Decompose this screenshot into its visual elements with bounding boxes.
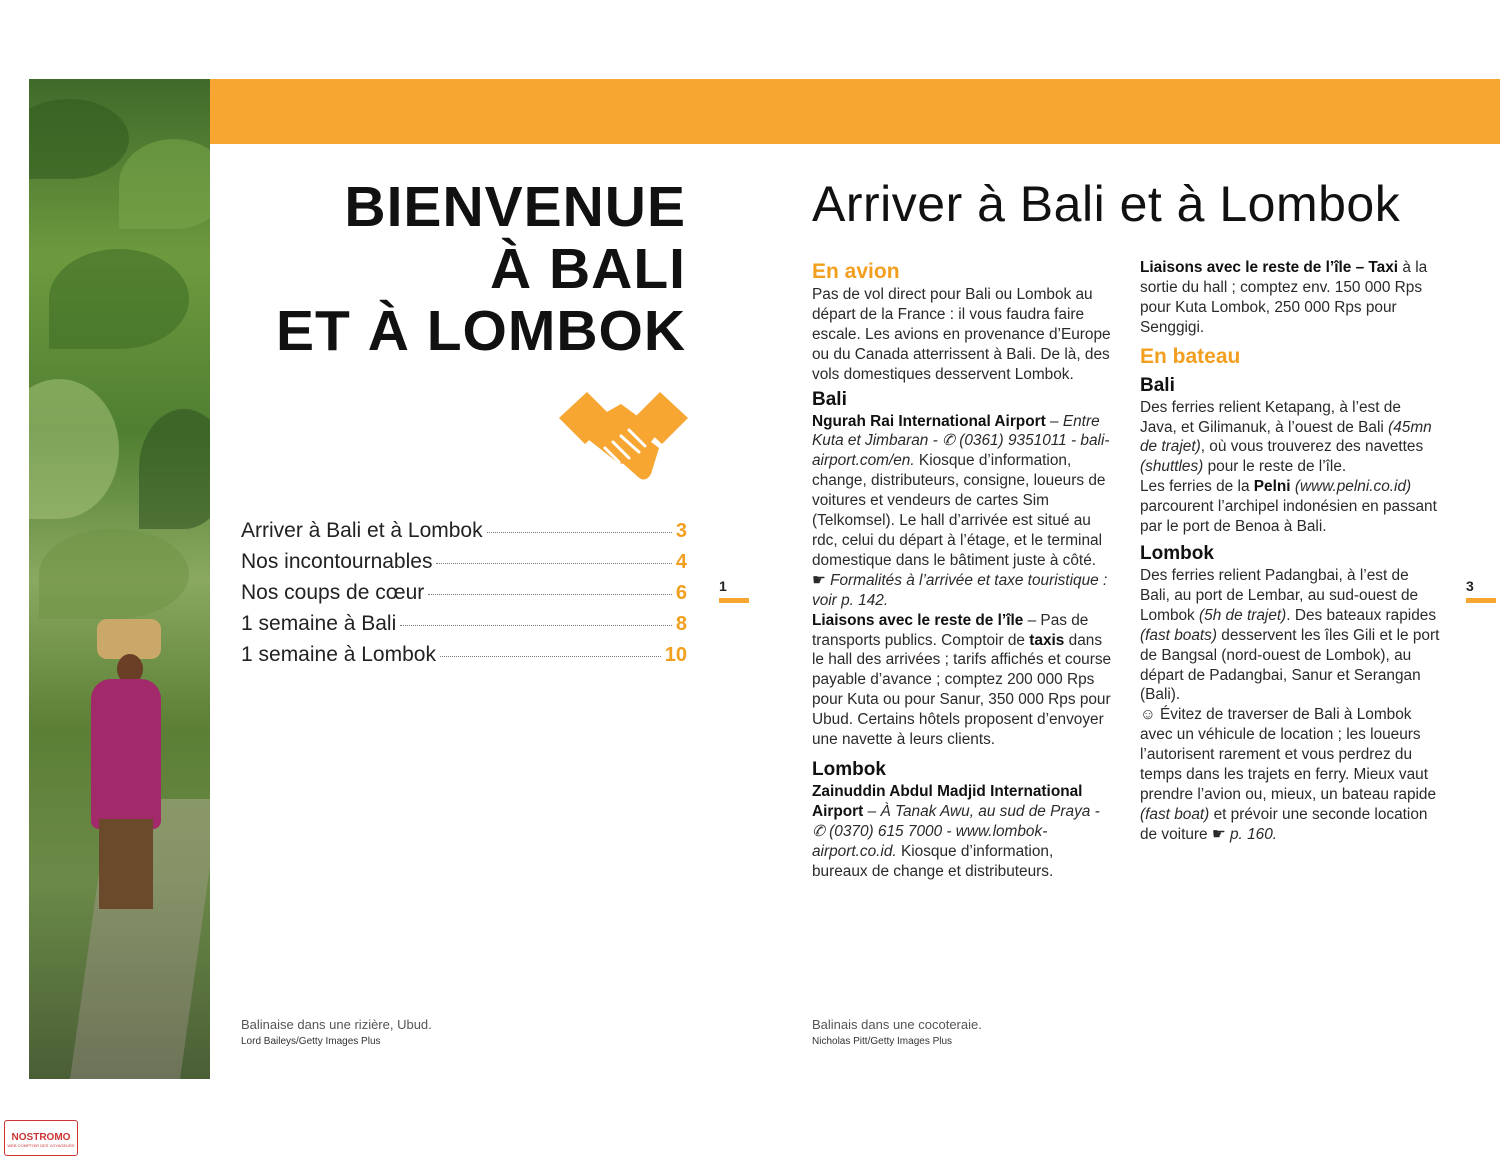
tip-text-2: et prévoir une seconde location de voiture bbox=[1140, 805, 1428, 843]
welcome-title-line-1: BIENVENUE bbox=[344, 175, 686, 239]
col2-liaisons-text: à la sortie du hall ; comptez env. 150 000 Rps pour Kuta Lombok, 250 000 Rps pour Senggigi. bbox=[1140, 259, 1428, 336]
liaisons-taxis: taxis bbox=[1029, 631, 1065, 649]
col2-bali-text-2: , où vous trouverez des navettes bbox=[1200, 438, 1424, 456]
toc-item[interactable] bbox=[241, 550, 687, 581]
left-photo-credit: Lord Baileys/Getty Images Plus bbox=[241, 1036, 381, 1047]
toc-item-label: Nos coups de cœur bbox=[241, 581, 425, 604]
handshake-icon bbox=[559, 392, 688, 491]
pelni-text-1: Les ferries de la bbox=[1140, 478, 1254, 496]
lombok-heading: Lombok bbox=[812, 758, 886, 780]
col2-lombok-paragraph bbox=[1140, 566, 1440, 705]
bali-airport-dash: – bbox=[1045, 412, 1063, 430]
bali-airport-location[interactable]: Entre Kuta et Jimbaran - ✆ (0361) 9351011 - bali-airport.com/en. bbox=[812, 412, 1110, 470]
toc-item-page: 8 bbox=[675, 613, 687, 635]
table-of-contents bbox=[241, 519, 687, 674]
col2-lombok-text-3: desservent les îles Gili et le port de Bangsal (nord-ouest de Lombok), au départ de Padangbai, Sanur et Serangan (Bali). bbox=[1140, 626, 1440, 704]
tip-fast-boat: (fast boat) bbox=[1140, 805, 1210, 823]
cross-reference-icon: ☛ bbox=[812, 571, 826, 589]
right-page-number-bar bbox=[1466, 598, 1496, 603]
toc-item-label: 1 semaine à Lombok bbox=[241, 643, 436, 666]
logo-name: NOSTROMO bbox=[11, 1132, 71, 1143]
col2-liaisons-taxi: – Taxi bbox=[1351, 259, 1399, 276]
toc-item-page: 4 bbox=[675, 551, 687, 573]
toc-item-page: 10 bbox=[664, 644, 687, 666]
bali-heading: Bali bbox=[812, 388, 847, 410]
toc-item-page: 3 bbox=[675, 520, 687, 542]
col2-lombok-heading: Lombok bbox=[1140, 542, 1214, 564]
tip-text-1: Évitez de traverser de Bali à Lombok avec un véhicule de location ; les loueurs l’autorisent rarement et vous perdrez du temps dans les trajets en ferry. Mieux vaut prendre l’avion ou, mieux, un bateau rapide bbox=[1140, 706, 1437, 803]
nostromo-logo bbox=[4, 1120, 78, 1156]
toc-item-label: Arriver à Bali et à Lombok bbox=[241, 519, 483, 542]
col2-lombok-fast-boats: (fast boats) bbox=[1140, 626, 1217, 644]
toc-item[interactable] bbox=[241, 519, 687, 550]
left-page-number: 1 bbox=[719, 578, 727, 594]
left-page-number-bar bbox=[719, 598, 749, 603]
logo-tagline: WEB COMPTOIR DES VOYAGEURS bbox=[7, 1143, 75, 1148]
right-caption: Balinais dans une cocoteraie. bbox=[812, 1017, 982, 1032]
toc-item[interactable] bbox=[241, 581, 687, 612]
lombok-airport-name: Zainuddin Abdul Madjid International Airport bbox=[812, 782, 1083, 820]
bali-airport-paragraph bbox=[812, 412, 1112, 571]
col2-liaisons-paragraph bbox=[1140, 258, 1440, 338]
liaisons-paragraph bbox=[812, 611, 1112, 750]
toc-item[interactable] bbox=[241, 612, 687, 643]
lombok-airport-dash: – bbox=[863, 802, 881, 820]
formalites-text: Formalités à l’arrivée et taxe touristique : voir p. 142. bbox=[812, 571, 1108, 609]
tip-paragraph bbox=[1140, 705, 1440, 844]
pelni-name: Pelni bbox=[1253, 478, 1291, 496]
col2-lombok-text-2: . Des bateaux rapides bbox=[1286, 606, 1437, 624]
right-caption-block bbox=[812, 1017, 982, 1047]
welcome-title-line-2: À BALI bbox=[490, 237, 686, 301]
column-1 bbox=[812, 257, 1112, 881]
en-avion-heading: En avion bbox=[812, 260, 900, 283]
col2-liaisons-heading: Liaisons avec le reste de l’île bbox=[1140, 259, 1352, 276]
toc-leader bbox=[487, 532, 672, 533]
col2-bali-heading: Bali bbox=[1140, 374, 1175, 396]
toc-item-label: 1 semaine à Bali bbox=[241, 612, 397, 635]
toc-item-label: Nos incontournables bbox=[241, 550, 433, 573]
left-caption-block bbox=[241, 1017, 432, 1047]
toc-leader bbox=[436, 563, 671, 564]
left-caption: Balinaise dans une rizière, Ubud. bbox=[241, 1017, 432, 1032]
col2-bali-shuttles: (shuttles) bbox=[1140, 458, 1204, 476]
toc-leader bbox=[400, 625, 672, 626]
welcome-title-line-3: ET À LOMBOK bbox=[276, 299, 686, 363]
lombok-airport-location[interactable]: À Tanak Awu, au sud de Praya - ✆ (0370) 615 7000 - www.lombok-airport.co.id. bbox=[812, 802, 1100, 860]
toc-item-page: 6 bbox=[675, 582, 687, 604]
page-title: Arriver à Bali et à Lombok bbox=[812, 176, 1401, 232]
pelni-url[interactable]: (www.pelni.co.id) bbox=[1290, 478, 1412, 496]
formalites-note bbox=[812, 571, 1112, 611]
pelni-text-2: parcourent l’archipel indonésien en passant par le port de Benoa à Bali. bbox=[1140, 498, 1437, 536]
bali-airport-text: Kiosque d’information, change, distributeurs, consigne, loueurs de voitures et vendeurs de cartes Sim (Telkomsel). Le hall d’arrivée est situé au rdc, celui du départ à l’étage, et le terminal domestique dans le bâtiment juste à côté. bbox=[812, 452, 1106, 569]
toc-leader bbox=[440, 656, 661, 657]
smiley-tip-icon: ☺ bbox=[1140, 706, 1156, 724]
col2-bali-duration: (45mn de trajet) bbox=[1140, 418, 1432, 456]
welcome-title bbox=[276, 176, 686, 362]
col2-lombok-text-1: Des ferries relient Padangbai, à l’est de Bali, au port de Lembar, au sud-ouest de Lombok bbox=[1140, 566, 1419, 624]
toc-item[interactable] bbox=[241, 643, 687, 674]
toc-leader bbox=[428, 594, 672, 595]
liaisons-text-1: – Pas de transports publics. Comptoir de bbox=[812, 611, 1089, 649]
col2-bali-text-1: Des ferries relient Ketapang, à l’est de Java, et Gilimanuk, à l’ouest de Bali bbox=[1140, 398, 1401, 436]
col2-bali-paragraph bbox=[1140, 398, 1440, 478]
column-2 bbox=[1140, 258, 1440, 845]
cover-photo bbox=[29, 79, 210, 1079]
bali-airport-name: Ngurah Rai International Airport bbox=[812, 412, 1046, 430]
col2-bali-text-3: pour le reste de l’île. bbox=[1203, 458, 1347, 476]
liaisons-text-2: dans le hall des arrivées ; tarifs affichés et course payable d’avance ; comptez 200 000 Rps pour Kuta ou pour Sanur, 350 000 Rps pour Ubud. Certains hôtels proposent d’envoyer une navette à leurs clients. bbox=[812, 631, 1112, 749]
en-bateau-heading: En bateau bbox=[1140, 344, 1241, 368]
lombok-airport-paragraph bbox=[812, 782, 1112, 882]
en-avion-text: Pas de vol direct pour Bali ou Lombok au départ de la France : il vous faudra faire escale. Les avions en provenance d’Europe ou du Canada atterrissent à Bali. De là, des vols domestiques desservent Lombok. bbox=[812, 286, 1111, 383]
liaisons-heading: Liaisons avec le reste de l’île bbox=[812, 611, 1024, 629]
col2-lombok-duration: (5h de trajet) bbox=[1199, 606, 1287, 624]
cross-reference-icon: ☛ bbox=[1211, 825, 1226, 843]
right-page-number: 3 bbox=[1466, 578, 1474, 594]
lombok-airport-text: Kiosque d’information, bureaux de change et distributeurs. bbox=[812, 842, 1054, 880]
header-band bbox=[210, 79, 1500, 144]
tip-page-reference[interactable]: p. 160. bbox=[1229, 825, 1278, 843]
right-photo-credit: Nicholas Pitt/Getty Images Plus bbox=[812, 1036, 953, 1047]
pelni-paragraph bbox=[1140, 477, 1440, 537]
